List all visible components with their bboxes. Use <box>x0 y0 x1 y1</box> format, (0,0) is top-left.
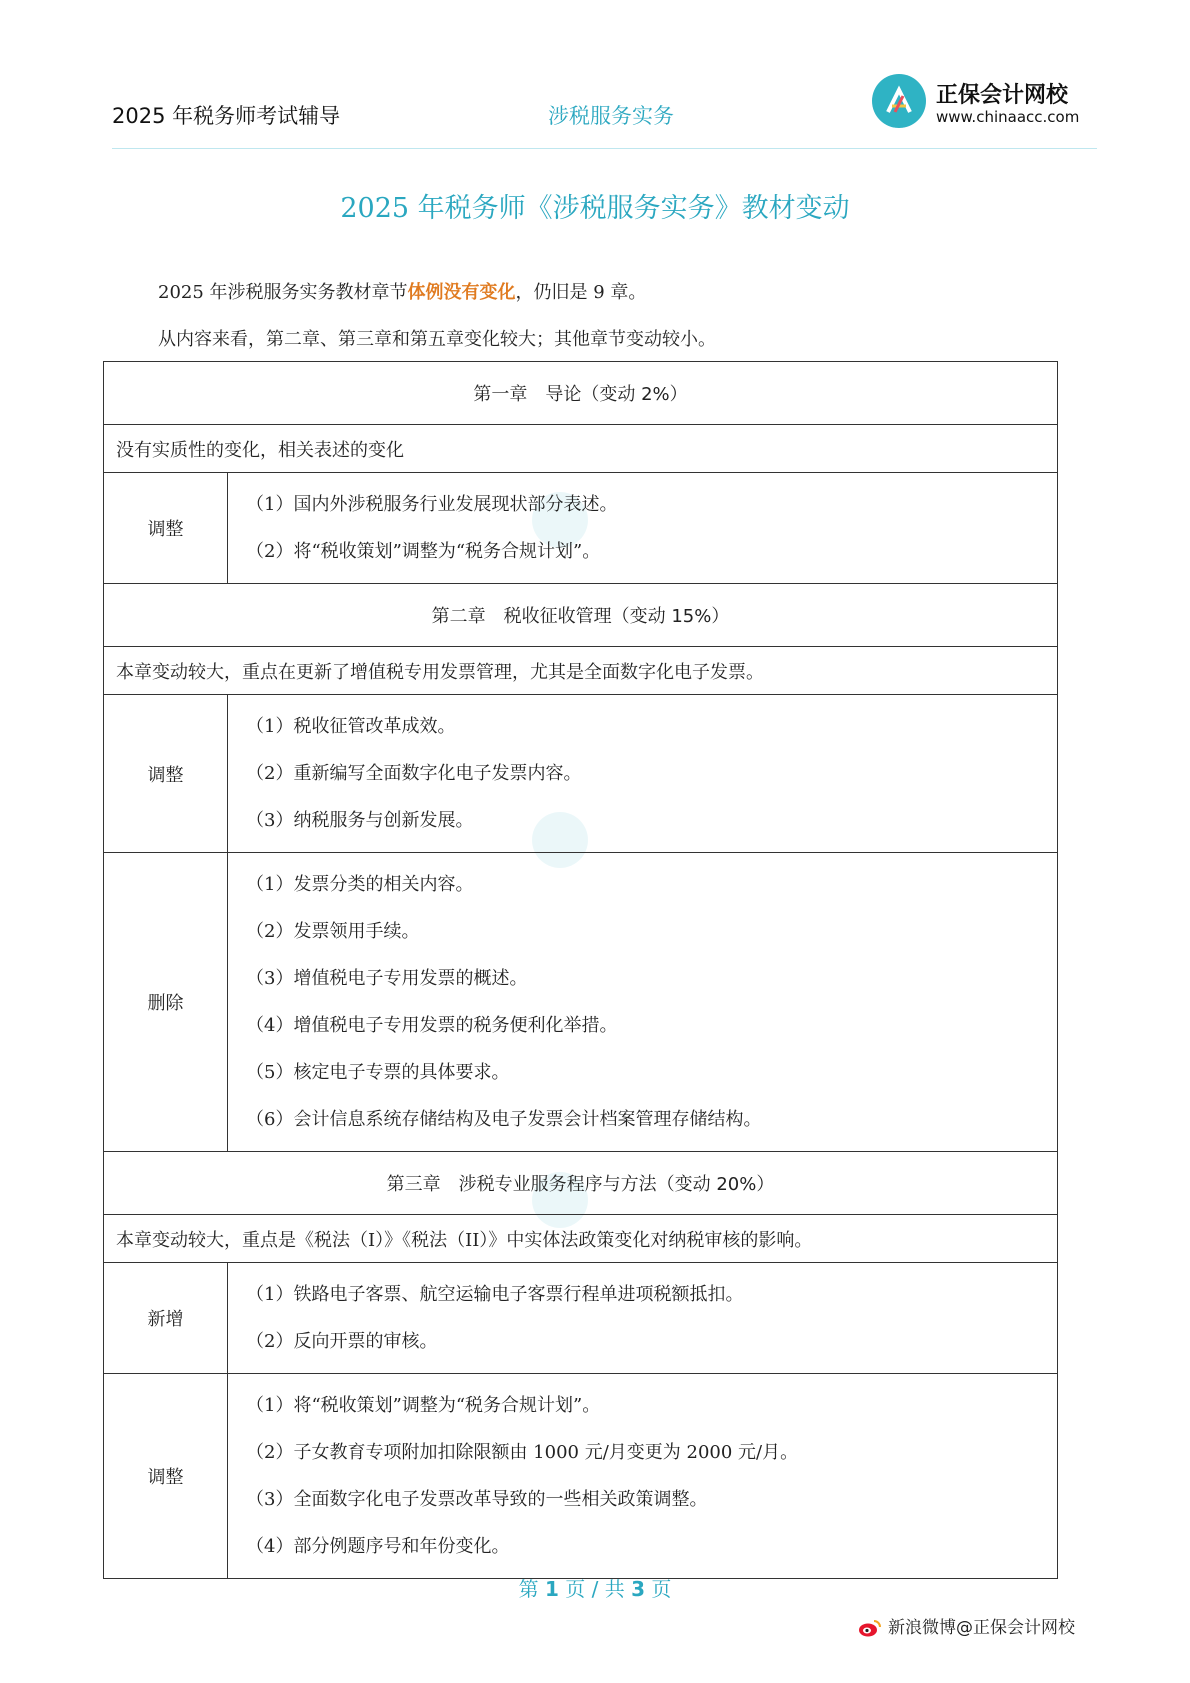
change-item: （5）核定电子专票的具体要求。 <box>246 1062 510 1083</box>
change-item: （3）纳税服务与创新发展。 <box>246 810 474 831</box>
change-group-row <box>104 1263 1058 1374</box>
page-indicator <box>0 1573 1190 1602</box>
change-type-label: 调整 <box>104 695 228 853</box>
logo-icon <box>872 74 926 128</box>
change-item: （6）会计信息系统存储结构及电子发票会计档案管理存储结构。 <box>246 1109 762 1130</box>
chapter-heading: 第三章 涉税专业服务程序与方法（变动 20%） <box>104 1152 1058 1215</box>
change-item: （2）反向开票的审核。 <box>246 1331 438 1352</box>
change-items <box>228 1374 1058 1579</box>
change-item: （1）税收征管改革成效。 <box>246 716 456 737</box>
change-item: （4）增值税电子专用发票的税务便利化举措。 <box>246 1015 618 1036</box>
change-item: （3）全面数字化电子发票改革导致的一些相关政策调整。 <box>246 1489 708 1510</box>
change-item: （2）重新编写全面数字化电子发票内容。 <box>246 763 582 784</box>
chapter-heading: 第一章 导论（变动 2%） <box>104 362 1058 425</box>
change-group-row <box>104 853 1058 1152</box>
change-item: （1）发票分类的相关内容。 <box>246 874 474 895</box>
change-item: （3）增值税电子专用发票的概述。 <box>246 968 528 989</box>
page-total: 3 <box>631 1577 645 1601</box>
change-type-label: 新增 <box>104 1263 228 1374</box>
change-group-row <box>104 473 1058 584</box>
chapter-summary: 本章变动较大，重点是《税法（I）》《税法（II）》中实体法政策变化对纳税审核的影响。 <box>104 1215 1058 1263</box>
change-items <box>228 1263 1058 1374</box>
chapter-summary: 没有实质性的变化，相关表述的变化 <box>104 425 1058 473</box>
change-items <box>228 473 1058 584</box>
chapter-heading-row <box>104 1152 1058 1215</box>
changes-table <box>103 361 1058 1579</box>
chapter-summary: 本章变动较大，重点在更新了增值税专用发票管理，尤其是全面数字化电子发票。 <box>104 647 1058 695</box>
weibo-credit[interactable] <box>858 1613 1075 1638</box>
brand-logo[interactable] <box>872 72 1097 136</box>
page-header <box>112 70 1097 149</box>
change-item: （1）将“税收策划”调整为“税务合规计划”。 <box>246 1395 601 1416</box>
change-item: （4）部分例题序号和年份变化。 <box>246 1536 510 1557</box>
page-prefix: 第 <box>518 1577 539 1601</box>
page-mid: 页 / 共 <box>565 1577 625 1601</box>
intro-text: ，仍旧是 9 章。 <box>515 282 647 303</box>
page-number: 1 <box>544 1577 559 1601</box>
change-item: （2）将“税收策划”调整为“税务合规计划”。 <box>246 541 601 562</box>
intro-text: 2025 年涉税服务实务教材章节 <box>158 282 408 303</box>
chapter-summary-row <box>104 647 1058 695</box>
weibo-text: 新浪微博@正保会计网校 <box>888 1618 1075 1638</box>
chapter-summary-row <box>104 425 1058 473</box>
logo-name: 正保会计网校 <box>936 83 1069 108</box>
change-item: （1）铁路电子客票、航空运输电子客票行程单进项税额抵扣。 <box>246 1284 744 1305</box>
document-title: 2025 年税务师《涉税服务实务》教材变动 <box>340 193 850 224</box>
change-type-label: 调整 <box>104 1374 228 1579</box>
page-suffix: 页 <box>651 1577 672 1601</box>
change-item: （1）国内外涉税服务行业发展现状部分表述。 <box>246 494 618 515</box>
header-subject: 涉税服务实务 <box>548 104 674 128</box>
change-type-label: 删除 <box>104 853 228 1152</box>
logo-url: www.chinaacc.com <box>936 108 1080 126</box>
chapter-summary-row <box>104 1215 1058 1263</box>
intro-highlight: 体例没有变化 <box>407 282 516 303</box>
chapter-heading-row <box>104 584 1058 647</box>
chapter-heading-row <box>104 362 1058 425</box>
intro-line-2: 从内容来看，第二章、第三章和第五章变化较大；其他章节变动较小。 <box>158 329 716 350</box>
change-item: （2）子女教育专项附加扣除限额由 1000 元/月变更为 2000 元/月。 <box>246 1442 799 1463</box>
change-items <box>228 695 1058 853</box>
change-type-label: 调整 <box>104 473 228 584</box>
chapter-heading: 第二章 税收征收管理（变动 15%） <box>104 584 1058 647</box>
change-item: （2）发票领用手续。 <box>246 921 420 942</box>
weibo-icon <box>858 1618 882 1638</box>
change-group-row <box>104 695 1058 853</box>
intro-line-1 <box>158 278 646 304</box>
header-exam-title: 2025 年税务师考试辅导 <box>112 104 341 128</box>
change-group-row <box>104 1374 1058 1579</box>
change-items <box>228 853 1058 1152</box>
